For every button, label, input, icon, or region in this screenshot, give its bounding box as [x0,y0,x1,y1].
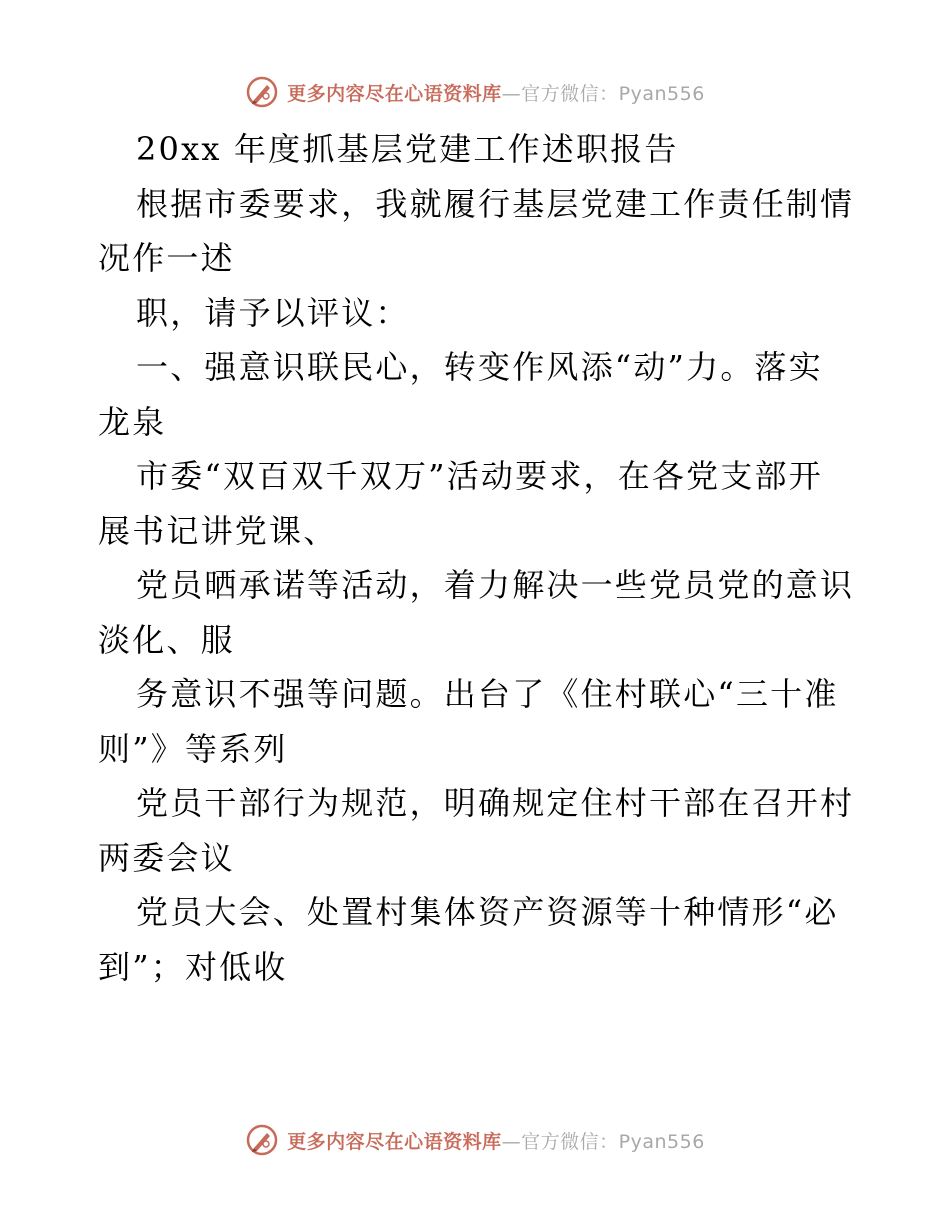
banner-caption [287,79,705,106]
text-line: 务意识不强等问题。出台了《住村联心“三十准 [136,675,839,713]
text-line: 展书记讲党课、 [98,511,338,550]
pen-logo-icon [245,1123,279,1157]
text-line: 则”》等系列 [98,729,288,768]
text-line: 况作一述 [98,239,235,277]
text-line: 一、强意识联民心，转变作风添“动”力。落实 [136,348,823,386]
text-line: 根据市委要求，我就履行基层党建工作责任制情 [136,184,855,223]
footer-banner [0,1120,950,1160]
banner-caption [287,1127,705,1154]
header-banner [0,72,950,112]
text-line: 党员大会、处置村集体资产资源等十种情形“必 [136,893,839,931]
banner-red-text: 更多内容尽在心语资料库 [287,82,502,105]
text-line: 淡化、服 [98,620,235,659]
text-line: 龙泉 [98,402,167,441]
text-line: 两委会议 [98,838,235,877]
text-line: 到”；对低收 [98,947,288,986]
text-line: 市委“双百双千双万”活动要求，在各党支部开 [136,457,823,495]
text-line: 职，请予以评议： [136,293,410,332]
document-body [98,122,858,994]
text-line: 党员干部行为规范，明确规定住村干部在召开村 [136,784,855,822]
banner-red-text: 更多内容尽在心语资料库 [287,1130,502,1153]
banner-grey-text: —官方微信：Pyan556 [501,1130,705,1153]
text-line: 党员晒承诺等活动，着力解决一些党员党的意识 [136,566,855,604]
text-line: 20xx 年度抓基层党建工作述职报告 [136,130,679,168]
pen-logo-icon [245,75,279,109]
banner-grey-text: —官方微信：Pyan556 [501,82,705,105]
